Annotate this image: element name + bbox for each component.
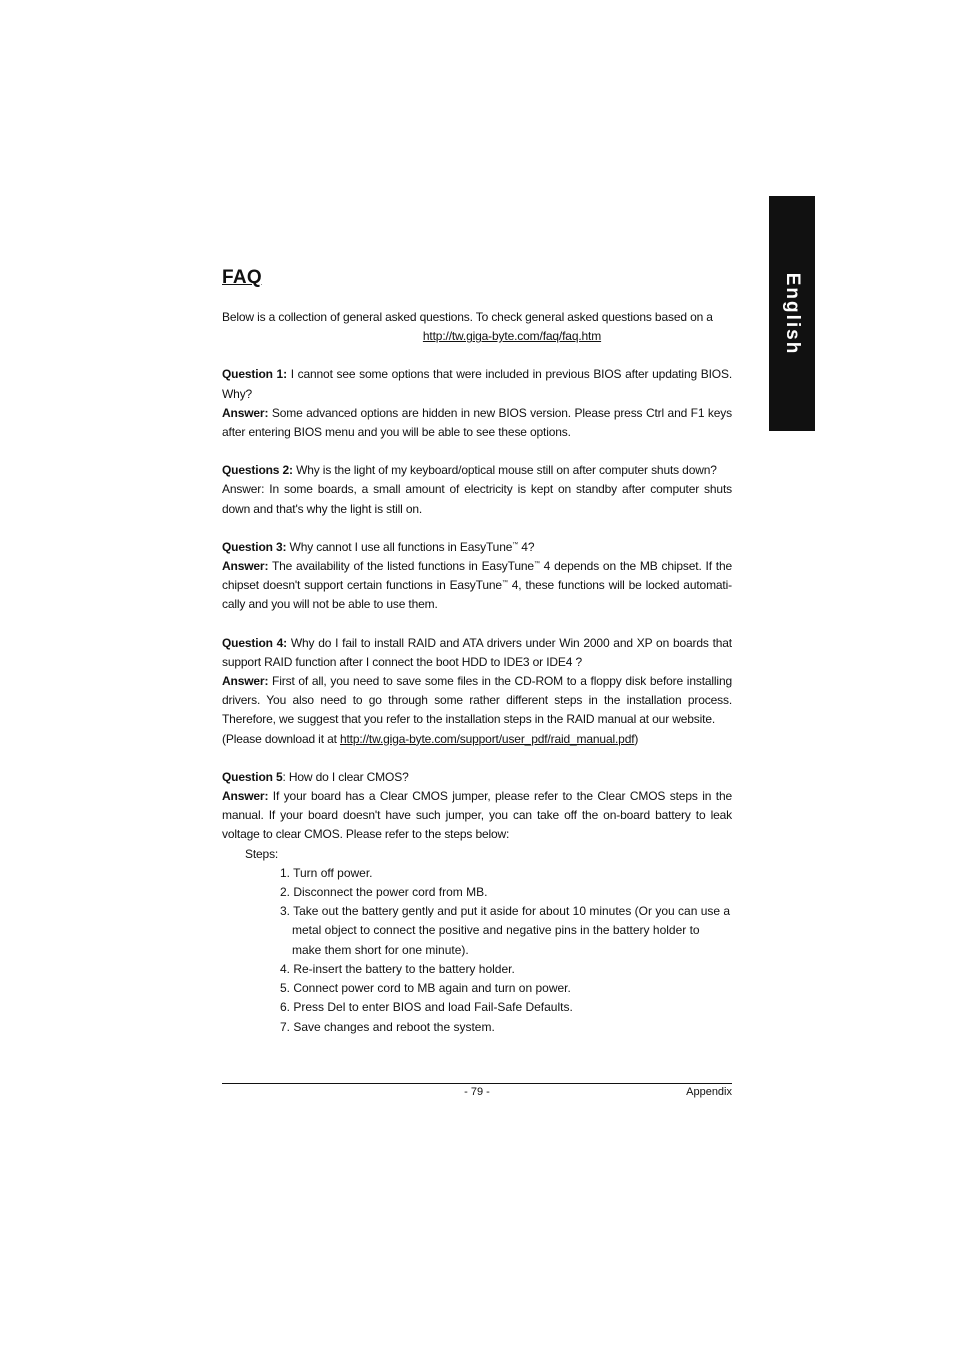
step-item: 5. Connect power cord to MB again and turn on power. xyxy=(280,981,571,996)
language-tab-label: English xyxy=(782,272,803,355)
answer-3-text-b: 4 depends on the MB chipset. If the chipset doesn't support certain functions in EasyTune xyxy=(222,559,732,593)
answer-1 xyxy=(222,404,732,442)
intro-text: Below is a collection of general asked questions. To check general asked questions based on a xyxy=(222,310,713,324)
question-1-label: Question 1: xyxy=(222,367,287,382)
question-2-text: Why is the light of my keyboard/optical mouse still on after computer shuts down? xyxy=(292,463,717,478)
question-3-label: Question 3: xyxy=(222,539,287,554)
download-suffix: ) xyxy=(634,731,639,746)
page-number: - 79 - xyxy=(464,1086,490,1098)
question-5-label: Question 5 xyxy=(222,769,283,784)
step-item: 2. Disconnect the power cord from MB. xyxy=(280,885,488,900)
faq-link[interactable]: http://tw.giga-byte.com/faq/faq.htm xyxy=(422,329,602,344)
steps-label: Steps: xyxy=(245,846,279,861)
answer-5-text: If your board has a Clear CMOS jumper, please refer to the Clear CMOS steps in the manual. If your board doesn't have such jumper, you can take off the on-board battery to leak voltage to clear CMOS. Please refer to the steps below: xyxy=(222,789,732,842)
download-note xyxy=(222,730,732,749)
question-3-text-b: 4? xyxy=(518,539,535,554)
intro-link-line xyxy=(222,327,732,346)
answer-2: Answer: In some boards, a small amount of electricity is kept on standby after computer shuts down and that's why the light is still on. xyxy=(222,482,732,516)
trademark-mark: ™ xyxy=(501,580,508,587)
question-2-label: Questions 2: xyxy=(222,463,293,478)
steps-list xyxy=(222,864,732,1037)
trademark-mark: ™ xyxy=(533,561,540,568)
question-5 xyxy=(222,768,732,787)
question-1-text: I cannot see some options that were included in previous BIOS after updating BIOS. Why? xyxy=(222,367,733,401)
answer-3-text-c: 4, these functions will be locked automati-cally and you will not be able to use them. xyxy=(222,578,732,612)
answer-3-label: Answer: xyxy=(222,559,269,574)
question-4-label: Question 4: xyxy=(222,635,288,650)
answer-5-label: Answer: xyxy=(222,789,269,804)
question-4-text: Why do I fail to install RAID and ATA drivers under Win 2000 and XP on boards that support RAID function after I connect the boot HDD to IDE3 or IDE4 ? xyxy=(222,635,732,669)
answer-3 xyxy=(222,557,732,615)
question-2 xyxy=(222,461,732,480)
question-1 xyxy=(222,365,732,403)
download-prefix: (Please download it at xyxy=(222,731,340,746)
answer-1-label: Answer: xyxy=(222,405,269,420)
footer-section-label: Appendix xyxy=(686,1086,732,1098)
question-3 xyxy=(222,538,732,557)
answer-5 xyxy=(222,787,732,845)
answer-3-text-a: The availability of the listed functions in EasyTune xyxy=(268,559,534,574)
page-title: FAQ xyxy=(222,267,262,288)
raid-manual-link[interactable]: http://tw.giga-byte.com/support/user_pdf/raid_manual.pdf xyxy=(339,731,635,746)
footer-divider xyxy=(222,1083,732,1084)
step-item: 7. Save changes and reboot the system. xyxy=(280,1019,495,1034)
trademark-mark: ™ xyxy=(512,541,519,548)
answer-4-text: First of all, you need to save some files in the CD-ROM to a floppy disk before installing drivers. You also need to go through some rather different steps in the installation process. Therefore, we suggest that you refer to the installation steps in the RAID manual at our website. xyxy=(222,674,732,727)
step-item: 6. Press Del to enter BIOS and load Fail-Safe Defaults. xyxy=(280,1000,573,1015)
answer-4 xyxy=(222,672,732,730)
step-item: 3. Take out the battery gently and put it aside for about 10 minutes (Or you can use a metal object to connect the positive and negative pins in the battery holder to make them short for one minute). xyxy=(280,904,731,957)
step-item: 4. Re-insert the battery to the battery holder. xyxy=(280,961,515,976)
question-4 xyxy=(222,634,732,672)
language-side-tab xyxy=(769,196,815,431)
faq-content xyxy=(222,266,732,1037)
answer-4-label: Answer: xyxy=(222,674,269,689)
answer-1-text: Some advanced options are hidden in new BIOS version. Please press Ctrl and F1 keys after entering BIOS menu and you will be able to see these options. xyxy=(222,405,732,440)
question-5-text: : How do I clear CMOS? xyxy=(282,769,409,784)
question-3-text-a: Why cannot I use all functions in EasyTune xyxy=(286,539,513,554)
step-item: 1. Turn off power. xyxy=(280,865,373,880)
